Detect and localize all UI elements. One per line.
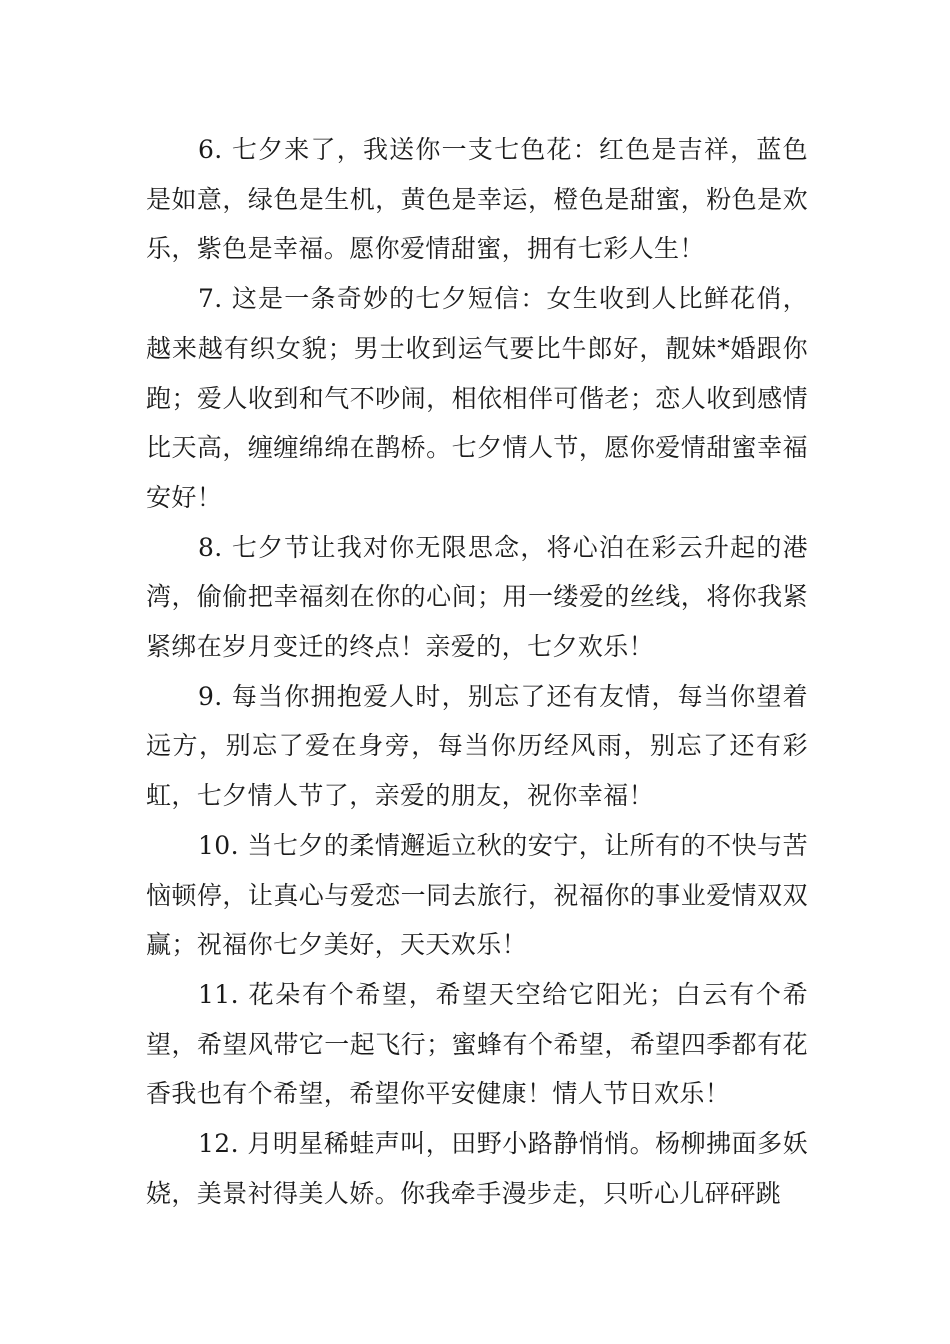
paragraph-6: 6. 七夕来了，我送你一支七色花：红色是吉祥，蓝色是如意，绿色是生机，黄色是幸运，橙色是甜蜜，粉色是欢乐，紫色是幸福。愿你爱情甜蜜，拥有七彩人生！ — [146, 135, 808, 264]
paragraph-7: 7. 这是一条奇妙的七夕短信：女生收到人比鲜花俏，越来越有织女貌；男士收到运气要比牛郎好，靓妹*婚跟你跑；爱人收到和气不吵闹，相依相伴可偕老；恋人收到感情比天高，缠缠绵绵在鹊桥。七夕情人节，愿你爱情甜蜜幸福安好！ — [146, 284, 808, 512]
paragraph-10: 10. 当七夕的柔情邂逅立秋的安宁，让所有的不快与苦恼顿停，让真心与爱恋一同去旅行，祝福你的事业爱情双双赢；祝福你七夕美好，天天欢乐！ — [146, 830, 808, 960]
document-body — [146, 125, 808, 1218]
paragraph-8: 8. 七夕节让我对你无限思念，将心泊在彩云升起的港湾，偷偷把幸福刻在你的心间；用一缕爱的丝线，将你我紧紧绑在岁月变迁的终点！亲爱的，七夕欢乐！ — [146, 532, 808, 662]
paragraph-9: 9. 每当你拥抱爱人时，别忘了还有友情，每当你望着远方，别忘了爱在身旁，每当你历经风雨，别忘了还有彩虹，七夕情人节了，亲爱的朋友，祝你幸福！ — [146, 681, 808, 811]
paragraph-12: 12. 月明星稀蛙声叫，田野小路静悄悄。杨柳拂面多妖娆，美景衬得美人娇。你我牵手漫步走，只听心儿砰砰跳 — [146, 1129, 808, 1208]
paragraph-11: 11. 花朵有个希望，希望天空给它阳光；白云有个希望，希望风带它一起飞行；蜜蜂有个希望，希望四季都有花香我也有个希望，希望你平安健康！情人节日欢乐！ — [146, 979, 808, 1109]
